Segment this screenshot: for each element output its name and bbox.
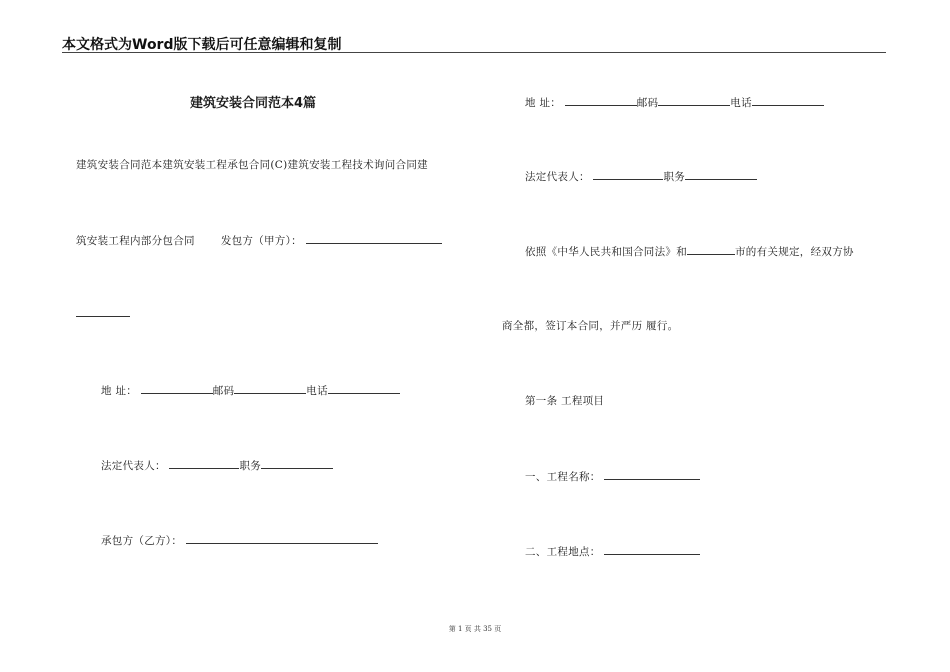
right-position-label: 职务 bbox=[663, 171, 686, 183]
left-postcode-label: 邮码 bbox=[212, 385, 235, 397]
left-legal-rep-blank bbox=[169, 457, 239, 469]
article-1-heading: 第一条 工程项目 bbox=[525, 395, 605, 407]
left-phone-blank bbox=[328, 382, 400, 394]
right-legal-rep-line bbox=[525, 168, 757, 184]
left-position-blank bbox=[261, 457, 333, 469]
employer-label: 发包方（甲方）： bbox=[220, 235, 302, 247]
basis-city-blank bbox=[687, 243, 735, 255]
employer-blank-continued bbox=[76, 305, 130, 320]
left-address-label: 地 址： bbox=[101, 385, 138, 397]
right-phone-blank bbox=[752, 94, 824, 106]
employer-blank bbox=[306, 232, 442, 244]
basis-part-1: 依照《中华人民共和国合同法》和 bbox=[525, 246, 687, 258]
item-1-blank bbox=[604, 468, 700, 480]
basis-line-2: 商全都，签订本合同，并严历 履行。 bbox=[502, 320, 679, 332]
right-position-blank bbox=[685, 168, 757, 180]
left-address-line bbox=[101, 382, 400, 398]
right-phone-label: 电话 bbox=[730, 97, 752, 109]
intro-line-1: 建筑安装合同范本建筑安装工程承包合同(C)建筑安装工程技术询问合同建 bbox=[76, 159, 428, 171]
left-legal-rep-label: 法定代表人： bbox=[101, 460, 166, 472]
left-legal-rep-line bbox=[101, 457, 333, 473]
left-phone-label: 电话 bbox=[306, 385, 328, 397]
employer-blank-2 bbox=[76, 305, 130, 317]
item-2-label: 二、工程地点： bbox=[525, 546, 601, 558]
left-position-label: 职务 bbox=[239, 460, 262, 472]
intro-line-2-text: 筑安装工程内部分包合同 bbox=[76, 235, 195, 247]
item-1-label: 一、工程名称： bbox=[525, 471, 601, 483]
contractor-line bbox=[101, 532, 378, 548]
left-postcode-blank bbox=[234, 382, 306, 394]
item-2-blank bbox=[604, 543, 700, 555]
basis-line-1 bbox=[525, 243, 854, 259]
right-postcode-blank bbox=[658, 94, 730, 106]
item-2-line bbox=[525, 543, 700, 559]
page-footer: 第 1 页 共 35 页 bbox=[448, 625, 502, 633]
left-address-blank bbox=[141, 382, 213, 394]
right-address-blank bbox=[565, 94, 637, 106]
contractor-blank bbox=[186, 532, 378, 544]
right-address-label: 地 址： bbox=[525, 97, 562, 109]
right-legal-rep-label: 法定代表人： bbox=[525, 171, 590, 183]
right-postcode-label: 邮码 bbox=[636, 97, 659, 109]
document-title: 建筑安装合同范本4篇 bbox=[190, 96, 317, 111]
header-rule bbox=[62, 52, 886, 53]
basis-part-2: 市的有关规定，经双方协 bbox=[735, 246, 854, 258]
right-legal-rep-blank bbox=[593, 168, 663, 180]
contractor-label: 承包方（乙方）： bbox=[101, 535, 183, 547]
right-address-line bbox=[525, 94, 824, 110]
intro-line-2 bbox=[76, 232, 442, 248]
page-header: 本文格式为Word版下载后可任意编辑和复制 bbox=[62, 37, 342, 53]
item-1-line bbox=[525, 468, 700, 484]
